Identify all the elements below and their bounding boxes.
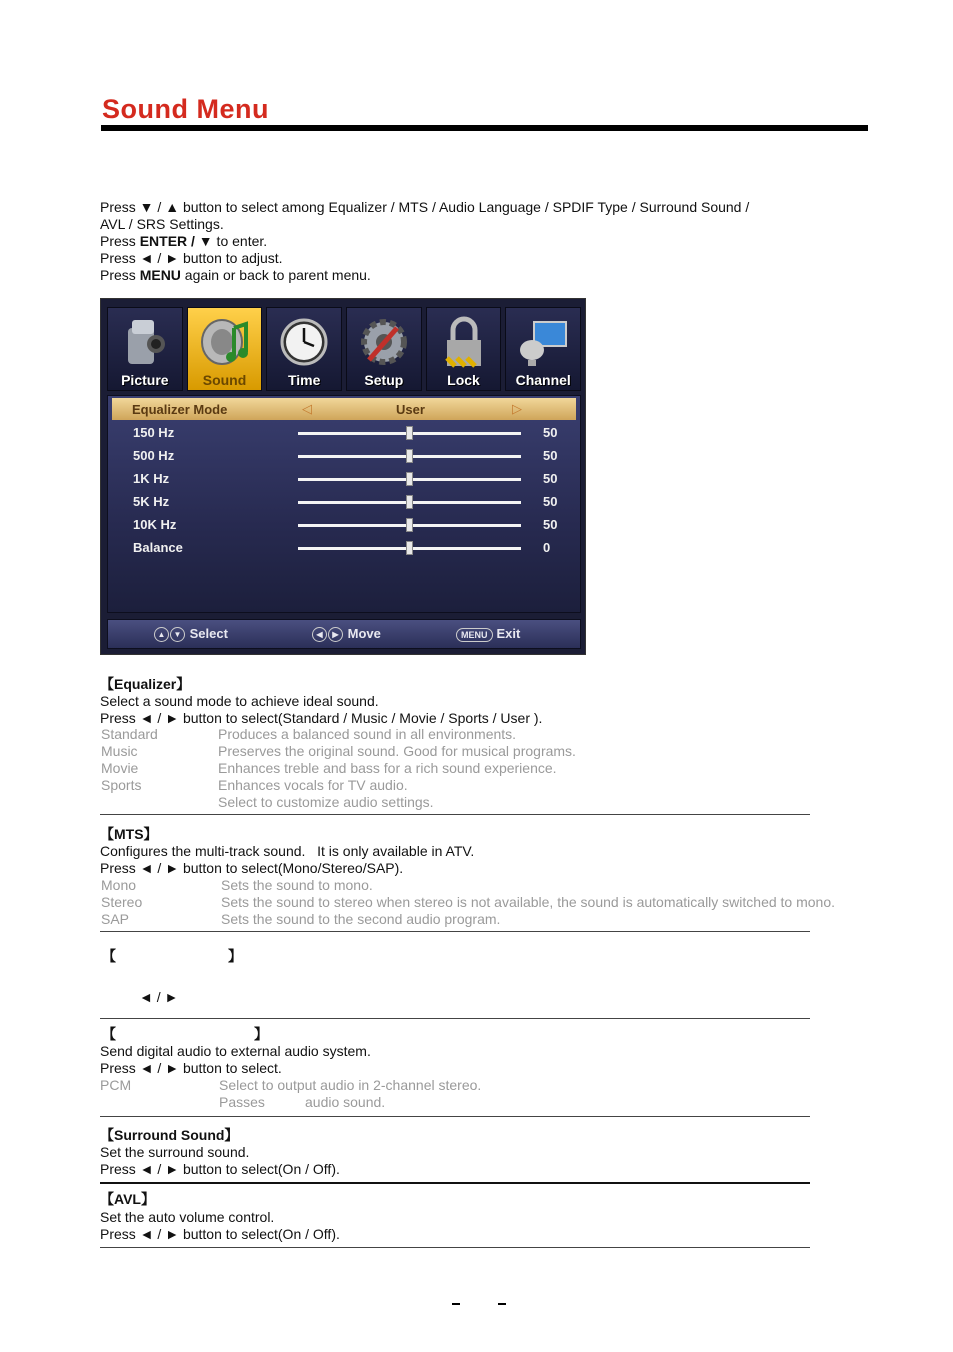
slider-value: 50 bbox=[543, 494, 558, 509]
intro-line-3 bbox=[100, 233, 267, 250]
slider-label: Balance bbox=[133, 540, 183, 555]
slider-handle[interactable] bbox=[406, 426, 413, 440]
spdif-option-pcm-desc: Select to output audio in 2-channel stereo. bbox=[219, 1077, 482, 1093]
equalizer-option-name: Standard bbox=[101, 726, 158, 742]
equalizer-heading: 【Equalizer】 bbox=[100, 676, 191, 692]
tab-channel[interactable] bbox=[505, 307, 581, 391]
menu-key-icon: MENU bbox=[456, 628, 493, 642]
surround-heading: 【Surround Sound】 bbox=[100, 1127, 239, 1143]
title-underline bbox=[101, 125, 868, 131]
tab-picture[interactable] bbox=[107, 307, 183, 391]
slider-handle[interactable] bbox=[406, 449, 413, 463]
down-icon: ▼ bbox=[170, 627, 185, 642]
intro-line-4: Press ◄ / ► button to adjust. bbox=[100, 250, 283, 266]
equalizer-option-desc: Produces a balanced sound in all environments. bbox=[218, 726, 517, 742]
section-divider bbox=[100, 1247, 810, 1248]
audio-language-bracket-close: 】 bbox=[228, 948, 242, 964]
select-hint-label: Select bbox=[189, 626, 228, 641]
page-title: Sound Menu bbox=[102, 94, 269, 124]
sound-settings-panel bbox=[107, 395, 581, 613]
intro-press-2: Press bbox=[100, 267, 140, 283]
mts-option-name: Mono bbox=[101, 877, 137, 893]
tab-label: Setup bbox=[364, 372, 404, 388]
tab-label: Channel bbox=[515, 372, 571, 388]
tab-sound[interactable] bbox=[187, 307, 263, 391]
intro-line-2: AVL / SRS Settings. bbox=[100, 216, 224, 232]
mts-option-name: SAP bbox=[101, 911, 130, 927]
section-divider bbox=[100, 1182, 810, 1184]
mts-heading: 【MTS】 bbox=[100, 826, 158, 842]
slider-row[interactable] bbox=[108, 491, 580, 513]
equalizer-option-desc: Enhances vocals for TV audio. bbox=[218, 777, 408, 793]
avl-desc: Set the auto volume control. bbox=[100, 1209, 275, 1225]
slider-value: 50 bbox=[543, 448, 558, 463]
spdif-passes-label: Passes bbox=[219, 1094, 265, 1110]
slider-row[interactable] bbox=[108, 468, 580, 490]
menu-key-label: MENU bbox=[139, 267, 181, 283]
slider-value: 50 bbox=[543, 471, 558, 486]
select-hint bbox=[154, 626, 228, 642]
equalizer-option-name: Music bbox=[101, 743, 138, 759]
section-divider bbox=[100, 1018, 810, 1019]
intro-line-5 bbox=[100, 267, 371, 284]
equalizer-option-desc: Preserves the original sound. Good for musical programs. bbox=[218, 743, 576, 759]
slider-handle[interactable] bbox=[406, 472, 413, 486]
equalizer-option-name: Movie bbox=[101, 760, 139, 776]
mts-desc bbox=[100, 843, 474, 860]
spdif-press: Press ◄ / ► button to select. bbox=[100, 1060, 282, 1076]
spdif-desc: Send digital audio to external audio system. bbox=[100, 1043, 371, 1059]
avl-heading: 【AVL】 bbox=[100, 1191, 155, 1207]
slider-value: 50 bbox=[543, 517, 558, 532]
spdif-option-pcm: PCM bbox=[100, 1077, 132, 1093]
padlock-icon bbox=[439, 316, 489, 368]
spdif-bracket-open: 【 bbox=[102, 1026, 116, 1042]
move-hint-label: Move bbox=[347, 626, 381, 641]
mts-option-name: Stereo bbox=[101, 894, 143, 910]
enter-key-label: ENTER / ▼ bbox=[139, 233, 213, 249]
right-icon: ▶ bbox=[328, 627, 343, 642]
mts-option-desc: Sets the sound to stereo when stereo is not available, the sound is automatically switched to mono. bbox=[221, 894, 836, 910]
slider-handle[interactable] bbox=[406, 518, 413, 532]
left-icon: ◀ bbox=[312, 627, 327, 642]
tab-setup[interactable] bbox=[346, 307, 422, 391]
slider-row[interactable] bbox=[108, 537, 580, 559]
camcorder-icon bbox=[120, 316, 170, 368]
mts-option-desc: Sets the sound to the second audio program. bbox=[221, 911, 501, 927]
equalizer-option-name: Sports bbox=[101, 777, 142, 793]
slider-label: 500 Hz bbox=[133, 448, 175, 463]
gear-tools-icon bbox=[359, 316, 409, 368]
exit-hint bbox=[456, 626, 520, 642]
up-icon: ▲ bbox=[154, 627, 169, 642]
mts-press: Press ◄ / ► button to select(Mono/Stereo/SAP). bbox=[100, 860, 404, 876]
equalizer-press: Press ◄ / ► button to select(Standard / Music / Movie / Sports / User ). bbox=[100, 710, 543, 726]
slider-label: 150 Hz bbox=[133, 425, 175, 440]
move-hint bbox=[312, 626, 381, 642]
mts-desc-note: It is only available in ATV. bbox=[317, 843, 475, 859]
slider-value: 0 bbox=[543, 540, 551, 555]
tab-label: Time bbox=[287, 372, 321, 388]
equalizer-mode-label: Equalizer Mode bbox=[132, 402, 228, 417]
mts-option-desc: Sets the sound to mono. bbox=[221, 877, 373, 893]
avl-press: Press ◄ / ► button to select(On / Off). bbox=[100, 1226, 340, 1242]
slider-row[interactable] bbox=[108, 422, 580, 444]
intro-menu-text: again or back to parent menu. bbox=[180, 267, 371, 283]
spdif-passes-desc: audio sound. bbox=[305, 1094, 386, 1110]
tab-lock[interactable] bbox=[426, 307, 502, 391]
intro-press: Press bbox=[100, 233, 140, 249]
equalizer-mode-value: User bbox=[396, 402, 425, 417]
surround-press: Press ◄ / ► button to select(On / Off). bbox=[100, 1161, 340, 1177]
spdif-bracket-close: 】 bbox=[254, 1026, 268, 1042]
intro-enter-text: to enter. bbox=[212, 233, 268, 249]
arrow-left-icon: ◁ bbox=[302, 401, 312, 416]
audio-language-arrows: ◄ / ► bbox=[139, 989, 179, 1005]
tv-sound-menu-screenshot bbox=[100, 298, 586, 655]
surround-desc: Set the surround sound. bbox=[100, 1144, 250, 1160]
equalizer-option-desc: Select to customize audio settings. bbox=[218, 794, 434, 810]
slider-label: 10K Hz bbox=[133, 517, 177, 532]
tab-label: Sound bbox=[202, 372, 247, 388]
equalizer-mode-row[interactable] bbox=[112, 398, 576, 420]
clock-icon bbox=[279, 316, 329, 368]
slider-value: 50 bbox=[543, 425, 558, 440]
menu-help-bar bbox=[107, 619, 581, 649]
audio-language-bracket-open: 【 bbox=[102, 948, 116, 964]
equalizer-desc: Select a sound mode to achieve ideal sound. bbox=[100, 693, 379, 709]
slider-handle[interactable] bbox=[406, 495, 413, 509]
page-number-mark bbox=[498, 1303, 506, 1305]
tab-time[interactable] bbox=[266, 307, 342, 391]
slider-label: 1K Hz bbox=[133, 471, 170, 486]
slider-row[interactable] bbox=[108, 445, 580, 467]
equalizer-option-desc: Enhances treble and bass for a rich sound experience. bbox=[218, 760, 557, 776]
section-divider bbox=[100, 931, 810, 932]
section-divider bbox=[100, 814, 810, 815]
arrow-right-icon: ▷ bbox=[512, 401, 522, 416]
intro-line-1: Press ▼ / ▲ button to select among Equalizer / MTS / Audio Language / SPDIF Type / Surround Sound / bbox=[100, 199, 750, 215]
speaker-music-icon bbox=[200, 316, 250, 368]
tab-label: Picture bbox=[121, 372, 169, 388]
slider-handle[interactable] bbox=[406, 541, 413, 555]
satellite-monitor-icon bbox=[518, 316, 568, 368]
page-number-mark bbox=[452, 1303, 460, 1305]
slider-label: 5K Hz bbox=[133, 494, 170, 509]
slider-row[interactable] bbox=[108, 514, 580, 536]
tab-label: Lock bbox=[447, 372, 480, 388]
exit-hint-label: Exit bbox=[496, 626, 521, 641]
section-divider bbox=[100, 1116, 810, 1117]
mts-desc-main: Configures the multi-track sound. bbox=[100, 843, 306, 859]
menu-tabs bbox=[107, 307, 581, 391]
